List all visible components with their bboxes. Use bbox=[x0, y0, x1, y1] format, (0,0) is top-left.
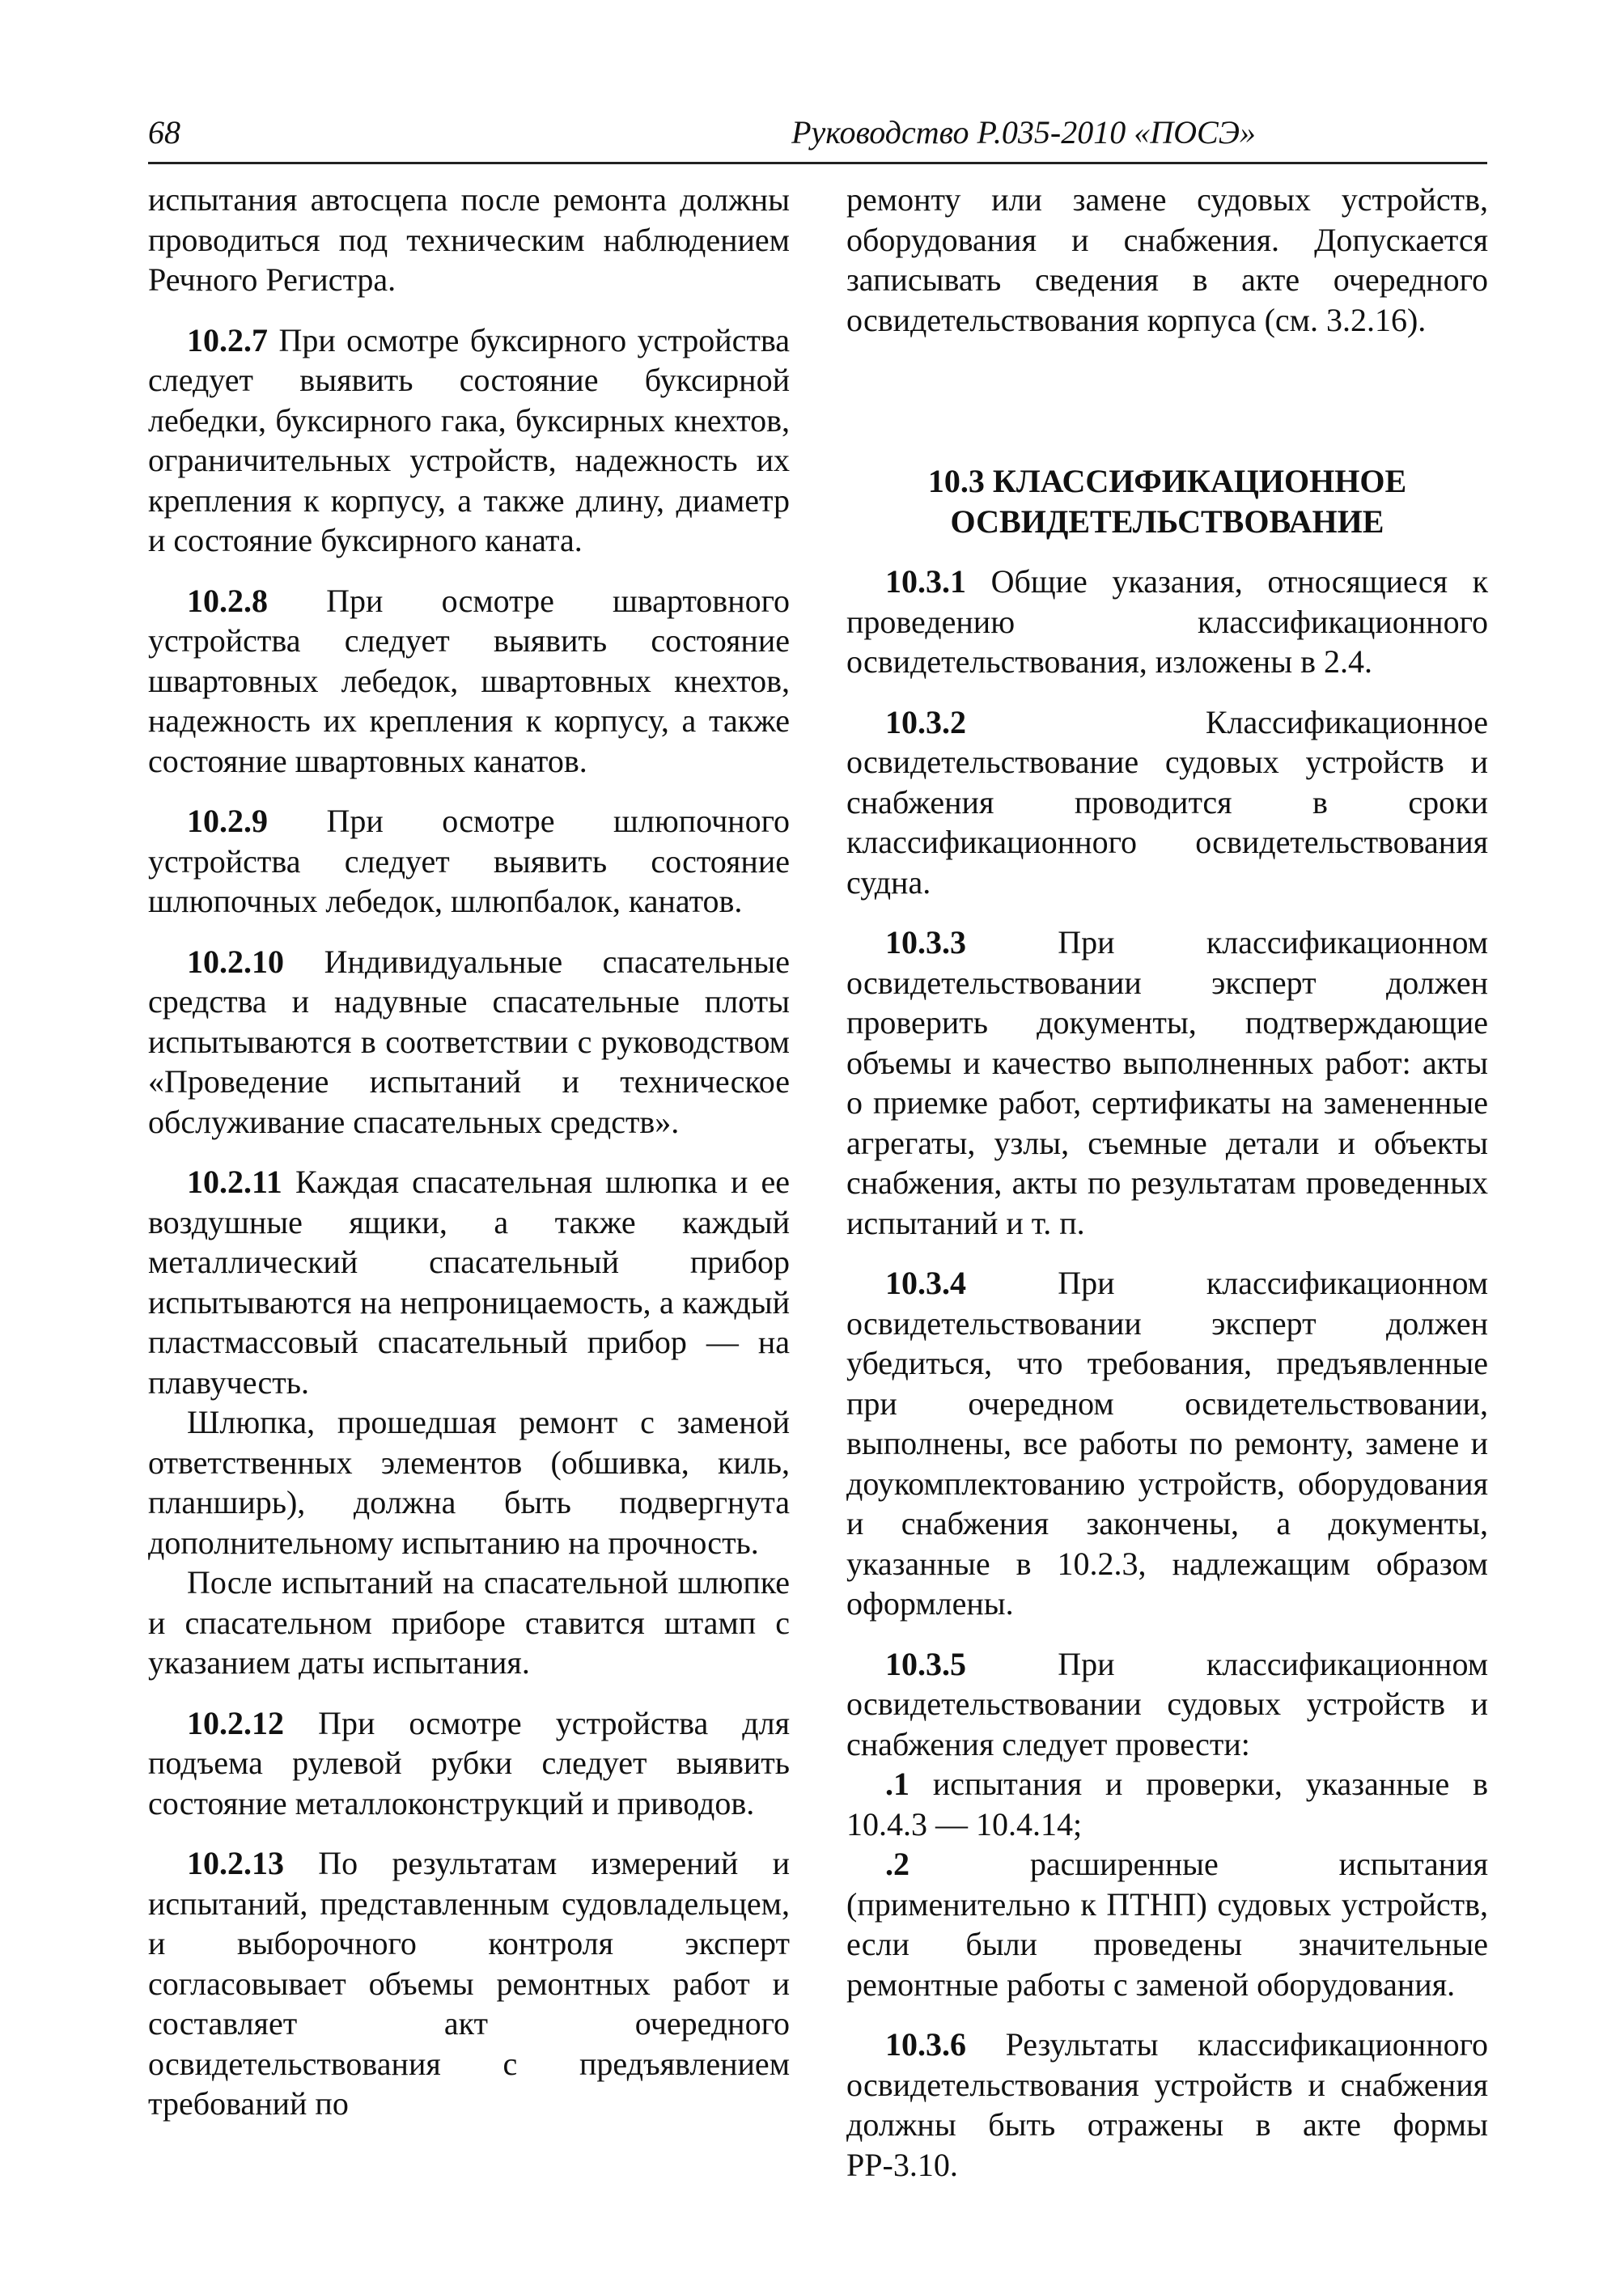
paragraph: Шлюпка, прошедшая ремонт с заменой ответственных элементов (обшивка, киль, планширь), должна быть подвергнута дополнительному испытанию на прочность. bbox=[148, 1404, 790, 1561]
clause-number: 10.2.11 bbox=[187, 1164, 282, 1200]
section-heading-line: 10.3 КЛАССИФИКАЦИОННОЕ bbox=[927, 463, 1407, 499]
paragraph: После испытаний на спасательной шлюпке и спасательном приборе ставится штамп с указанием даты испытания. bbox=[148, 1564, 790, 1681]
paragraph-10-3-4 bbox=[846, 1263, 1488, 1624]
section-heading-line: ОСВИДЕТЕЛЬСТВОВАНИЕ bbox=[950, 502, 1384, 540]
clause-text: При осмотре буксирного устройства следует выявить состояние буксирной лебедки, буксирного гака, буксирных кнехтов, ограничительных устройств, надежность их крепления к корпусу, а также длину, диаметр и состояние буксирного каната. bbox=[148, 321, 790, 558]
item-text: расширенные испытания (применительно к ПТНП) судовых устройств, если были проведены значительные ремонтные работы с заменой оборудования. bbox=[846, 1846, 1488, 2003]
clause-text: Каждая спасательная шлюпка и ее воздушные ящики, а также каждый металлический спасательный прибор испытываются на непроницаемость, а каждый пластмассовый спасательный прибор — на плавучесть. bbox=[148, 1164, 791, 1401]
clause-number: 10.3.6 bbox=[885, 2026, 966, 2063]
list-item-2 bbox=[846, 1844, 1488, 2004]
paragraph-10-2-7 bbox=[148, 320, 790, 561]
clause-text: Общие указания, относящиеся к проведению классификационного освидетельствования, изложены в 2.4. bbox=[846, 563, 1488, 680]
paragraph-10-3-1 bbox=[846, 562, 1488, 682]
item-text: испытания и проверки, указанные в 10.4.3 — 10.4.14; bbox=[846, 1766, 1489, 1842]
clause-text: Индивидуальные спасательные средства и надувные спасательные плоты испытываются в соответствии с руководством «Проведение испытаний и техническое обслуживание спасательных средств». bbox=[148, 943, 791, 1140]
running-title: Руководство Р.035-2010 «ПОСЭ» bbox=[791, 114, 1256, 151]
paragraph-10-2-10 bbox=[148, 942, 790, 1143]
item-number: .1 bbox=[885, 1766, 910, 1802]
clause-text: При классификационном освидетельствовании эксперт должен проверить документы, подтверждающие объемы и качество выполненных работ: акты о приемке работ, сертификаты на замененные агрегаты, узлы, съемные детали и объекты снабжения, акты по результатам проведенных испытаний и т. п. bbox=[846, 924, 1488, 1241]
clause-number: 10.2.12 bbox=[187, 1704, 284, 1741]
paragraph: ремонту или замене судовых устройств, оборудования и снабжения. Допускается записывать сведения в акте очередного освидетельствования корпуса (см. 3.2.16). bbox=[846, 181, 1488, 338]
clause-number: 10.2.13 bbox=[187, 1845, 284, 1881]
clause-number: 10.3.1 bbox=[885, 563, 966, 600]
paragraph-10-3-3 bbox=[846, 922, 1488, 1243]
paragraph-10-2-8 bbox=[148, 581, 790, 782]
item-number: .2 bbox=[885, 1846, 910, 1882]
clause-text: Классификационное освидетельствование судовых устройств и снабжения проводится в сроки классификационного освидетельствования судна. bbox=[846, 703, 1488, 901]
paragraph-10-3-5 bbox=[846, 1644, 1488, 1765]
page-number: 68 bbox=[148, 114, 180, 151]
clause-text: При осмотре шлюпочного устройства следует выявить состояние шлюпочных лебедок, шлюпбалок, канатов. bbox=[148, 803, 790, 919]
clause-text: По результатам измерений и испытаний, представленным судовладельцем, и выборочного контроля эксперт согласовывает объемы ремонтных работ и составляет акт очередного освидетельствования с предъявлением требований по bbox=[148, 1845, 790, 2122]
clause-text: При осмотре швартовного устройства следует выявить состояние швартовных лебедок, швартовных кнехтов, надежность их крепления к корпусу, а также состояние швартовных канатов. bbox=[148, 582, 791, 779]
clause-number: 10.2.9 bbox=[187, 803, 268, 839]
paragraph-10-2-12 bbox=[148, 1703, 790, 1824]
left-column bbox=[148, 180, 790, 2124]
clause-number: 10.3.4 bbox=[885, 1265, 966, 1301]
right-column bbox=[846, 180, 1488, 2185]
paragraph-10-2-13 bbox=[148, 1843, 790, 2124]
paragraph: испытания автосцепа после ремонта должны проводиться под техническим наблюдением Речного Регистра. bbox=[148, 181, 790, 298]
paragraph-10-2-11 bbox=[148, 1162, 790, 1402]
paragraph-10-3-6 bbox=[846, 2025, 1488, 2185]
clause-number: 10.2.7 bbox=[187, 321, 268, 358]
clause-number: 10.3.5 bbox=[885, 1645, 966, 1682]
paragraph-10-3-2 bbox=[846, 702, 1488, 903]
clause-text: При осмотре устройства для подъема рулевой рубки следует выявить состояние металлоконструкций и приводов. bbox=[148, 1704, 790, 1821]
clause-text: При классификационном освидетельствовании эксперт должен убедиться, что требования, предъявленные при очередном освидетельствовании, выполнены, все работы по ремонту, замене и доукомплектованию устройств, оборудования и снабжения закончены, а документы, указанные в 10.2.3, надлежащим образом оформлены. bbox=[846, 1265, 1488, 1622]
paragraph-10-2-9 bbox=[148, 801, 790, 922]
clause-number: 10.2.10 bbox=[187, 943, 284, 980]
clause-number: 10.3.2 bbox=[885, 703, 966, 740]
clause-text: Результаты классификационного освидетельствования устройств и снабжения должны быть отражены в акте формы РР-3.10. bbox=[846, 2026, 1489, 2183]
clause-number: 10.3.3 bbox=[885, 924, 966, 960]
list-item-1 bbox=[846, 1764, 1488, 1844]
section-heading-10-3 bbox=[846, 461, 1488, 541]
header-rule bbox=[148, 162, 1487, 164]
clause-text: При классификационном освидетельствовании судовых устройств и снабжения следует провести: bbox=[846, 1645, 1488, 1762]
clause-number: 10.2.8 bbox=[187, 582, 268, 619]
